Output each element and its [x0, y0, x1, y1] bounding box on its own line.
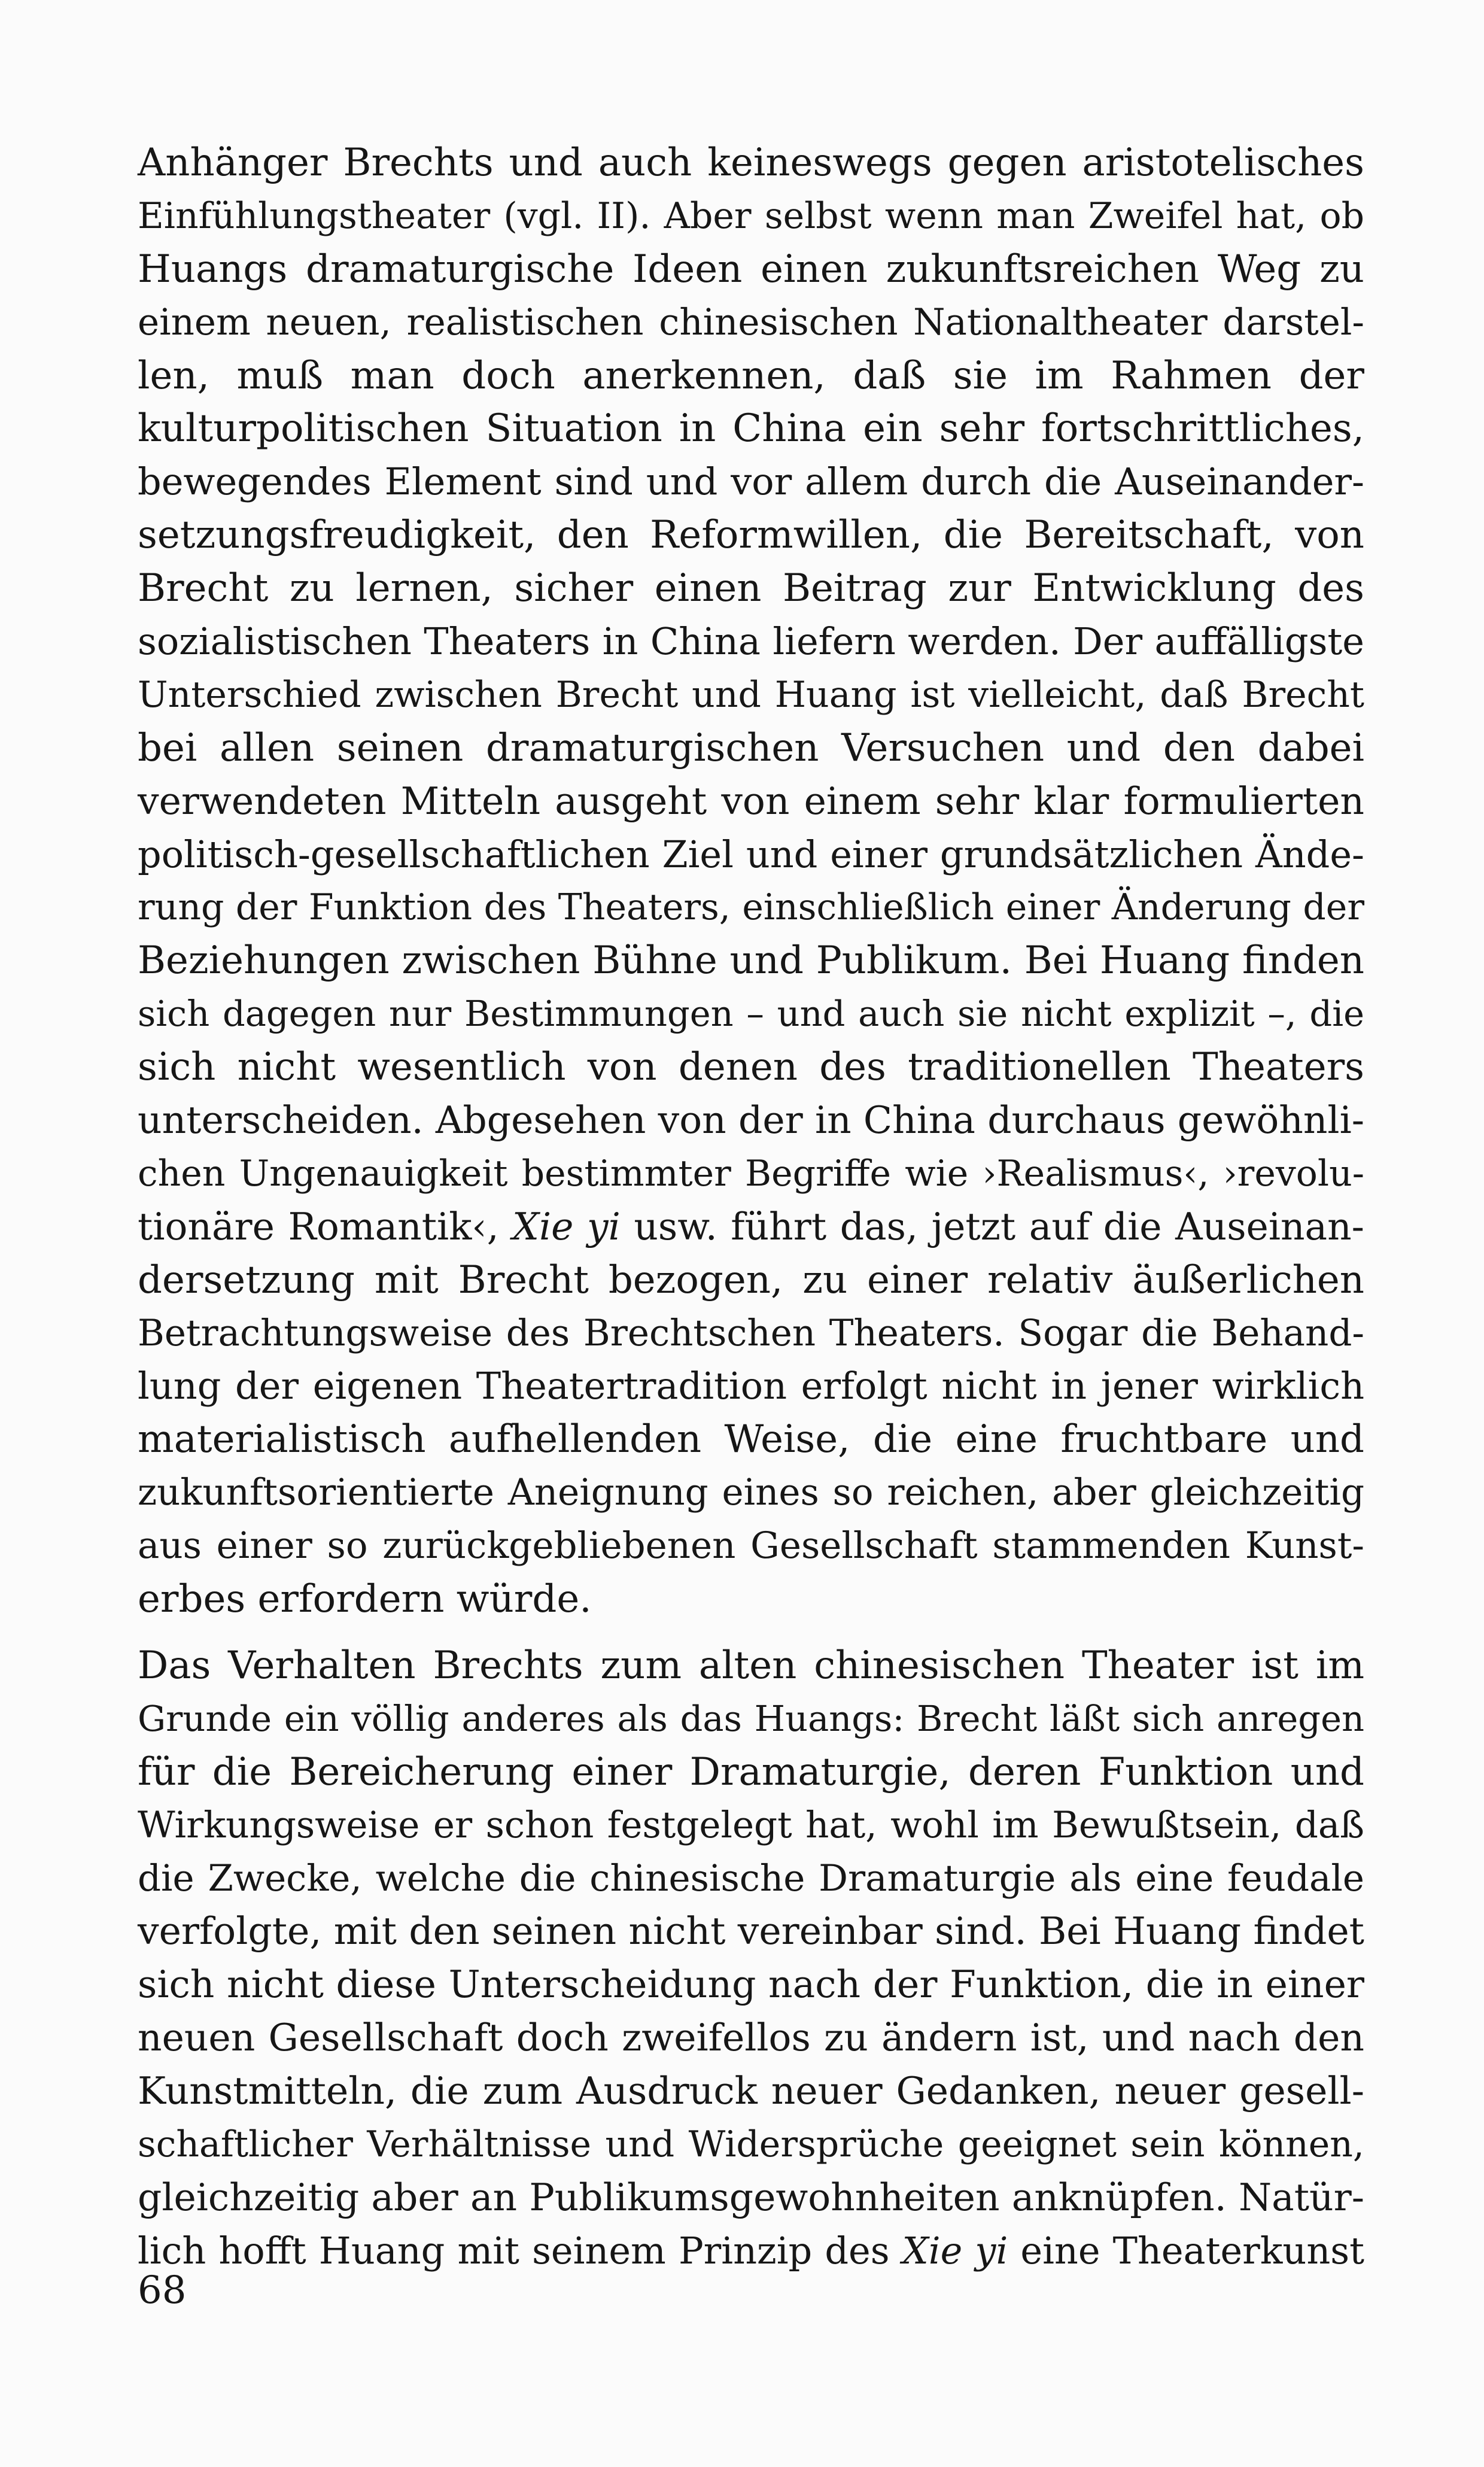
text-line: sich nicht diese Unterscheidung nach der Funktion, die in einer	[138, 1962, 1364, 2007]
text-line: lung der eigenen Theatertradition erfolgt nicht in jener wirklich	[138, 1364, 1364, 1408]
text-line: bei allen seinen dramaturgischen Versuchen und den dabei	[138, 725, 1364, 770]
text-line	[138, 1201, 1364, 1254]
text-line: Wirkungsweise er schon festgelegt hat, wohl im Bewußtsein, daß	[138, 1803, 1364, 1846]
text-line: chen Ungenauigkeit bestimmter Begriffe wie ›Realismus‹, ›revolu-	[138, 1152, 1364, 1195]
text-line: erbes erfordern würde.	[138, 1577, 592, 1622]
text-line: Unterschied zwischen Brecht und Huang ist vielleicht, daß Brecht	[138, 673, 1364, 716]
text-line: sich nicht wesentlich von denen des traditionellen Theaters	[138, 1045, 1364, 1090]
text-line: Einfühlungstheater (vgl. II). Aber selbst wenn man Zweifel hat, ob	[138, 195, 1364, 237]
text-line: schaftlicher Verhältnisse und Widersprüche geeignet sein können,	[138, 2123, 1364, 2165]
text-line: verwendeten Mitteln ausgeht von einem sehr klar formulierten	[138, 779, 1364, 823]
italic-term: Xie yi	[902, 2228, 1008, 2272]
text-line: die Zwecke, welche die chinesische Dramaturgie als eine feudale	[138, 1857, 1364, 1900]
text-line: materialistisch aufhellenden Weise, die eine fruchtbare und	[138, 1417, 1364, 1462]
text-line: für die Bereicherung einer Dramaturgie, deren Funktion und	[138, 1749, 1364, 1794]
text-line: kulturpolitischen Situation in China ein sehr fortschrittliches,	[138, 406, 1364, 451]
text-line: verfolgte, mit den seinen nicht vereinbar sind. Bei Huang findet	[138, 1909, 1364, 1953]
text-line: dersetzung mit Brecht bezogen, zu einer relativ äußerlichen	[138, 1257, 1364, 1302]
text-segment: eine Theaterkunst	[1008, 2228, 1364, 2272]
page-number: 68	[138, 2268, 187, 2313]
text-line: Kunstmitteln, die zum Ausdruck neuer Gedanken, neuer gesell-	[138, 2069, 1364, 2113]
text-segment: lich hofft Huang mit seinem Prinzip des	[138, 2228, 902, 2272]
text-line: sich dagegen nur Bestimmungen – und auch sie nicht explizit –, die	[138, 993, 1364, 1035]
paragraph-2	[138, 1639, 1364, 2278]
paragraph-gap	[138, 1626, 1364, 1639]
body-text	[138, 136, 1364, 2278]
text-line: aus einer so zurückgebliebenen Gesellschaft stammenden Kunst-	[138, 1524, 1364, 1567]
text-segment: usw. führt das, jetzt auf die Auseinan-	[620, 1204, 1364, 1248]
text-line: Das Verhalten Brechts zum alten chinesischen Theater ist im	[138, 1643, 1364, 1688]
text-line: Betrachtungsweise des Brechtschen Theaters. Sogar die Behand-	[138, 1311, 1364, 1354]
text-line: Brecht zu lernen, sicher einen Beitrag zur Entwicklung des	[138, 566, 1364, 611]
text-line: Grunde ein völlig anderes als das Huangs: Brecht läßt sich anregen	[138, 1697, 1364, 1739]
text-line	[138, 2225, 1364, 2278]
paragraph-1	[138, 136, 1364, 1626]
text-line: zukunftsorientierte Aneignung eines so reichen, aber gleichzeitig	[138, 1471, 1364, 1514]
text-line: Huangs dramaturgische Ideen einen zukunftsreichen Weg zu	[138, 247, 1364, 291]
text-line: Anhänger Brechts und auch keineswegs gegen aristotelisches	[138, 141, 1364, 185]
italic-term: Xie yi	[512, 1204, 621, 1248]
text-line: setzungsfreudigkeit, den Reformwillen, die Bereitschaft, von	[138, 513, 1364, 558]
text-segment: tionäre Romantik‹,	[138, 1204, 513, 1248]
text-line: neuen Gesellschaft doch zweifellos zu ändern ist, und nach den	[138, 2016, 1364, 2060]
text-line: unterscheiden. Abgesehen von der in China durchaus gewöhnli-	[138, 1098, 1364, 1143]
text-line: einem neuen, realistischen chinesischen Nationaltheater darstel-	[138, 300, 1364, 344]
text-line: sozialistischen Theaters in China liefern werden. Der auffälligste	[138, 619, 1364, 664]
text-line: len, muß man doch anerkennen, daß sie im Rahmen der	[138, 353, 1364, 398]
text-line: rung der Funktion des Theaters, einschließlich einer Änderung der	[138, 886, 1364, 929]
text-line: Beziehungen zwischen Bühne und Publikum. Bei Huang finden	[138, 938, 1364, 983]
text-line: gleichzeitig aber an Publikumsgewohnheiten anknüpfen. Natür-	[138, 2175, 1364, 2219]
text-line: politisch-gesellschaftlichen Ziel und einer grundsätzlichen Ände-	[138, 832, 1364, 876]
text-line: bewegendes Element sind und vor allem durch die Auseinander-	[138, 460, 1364, 504]
